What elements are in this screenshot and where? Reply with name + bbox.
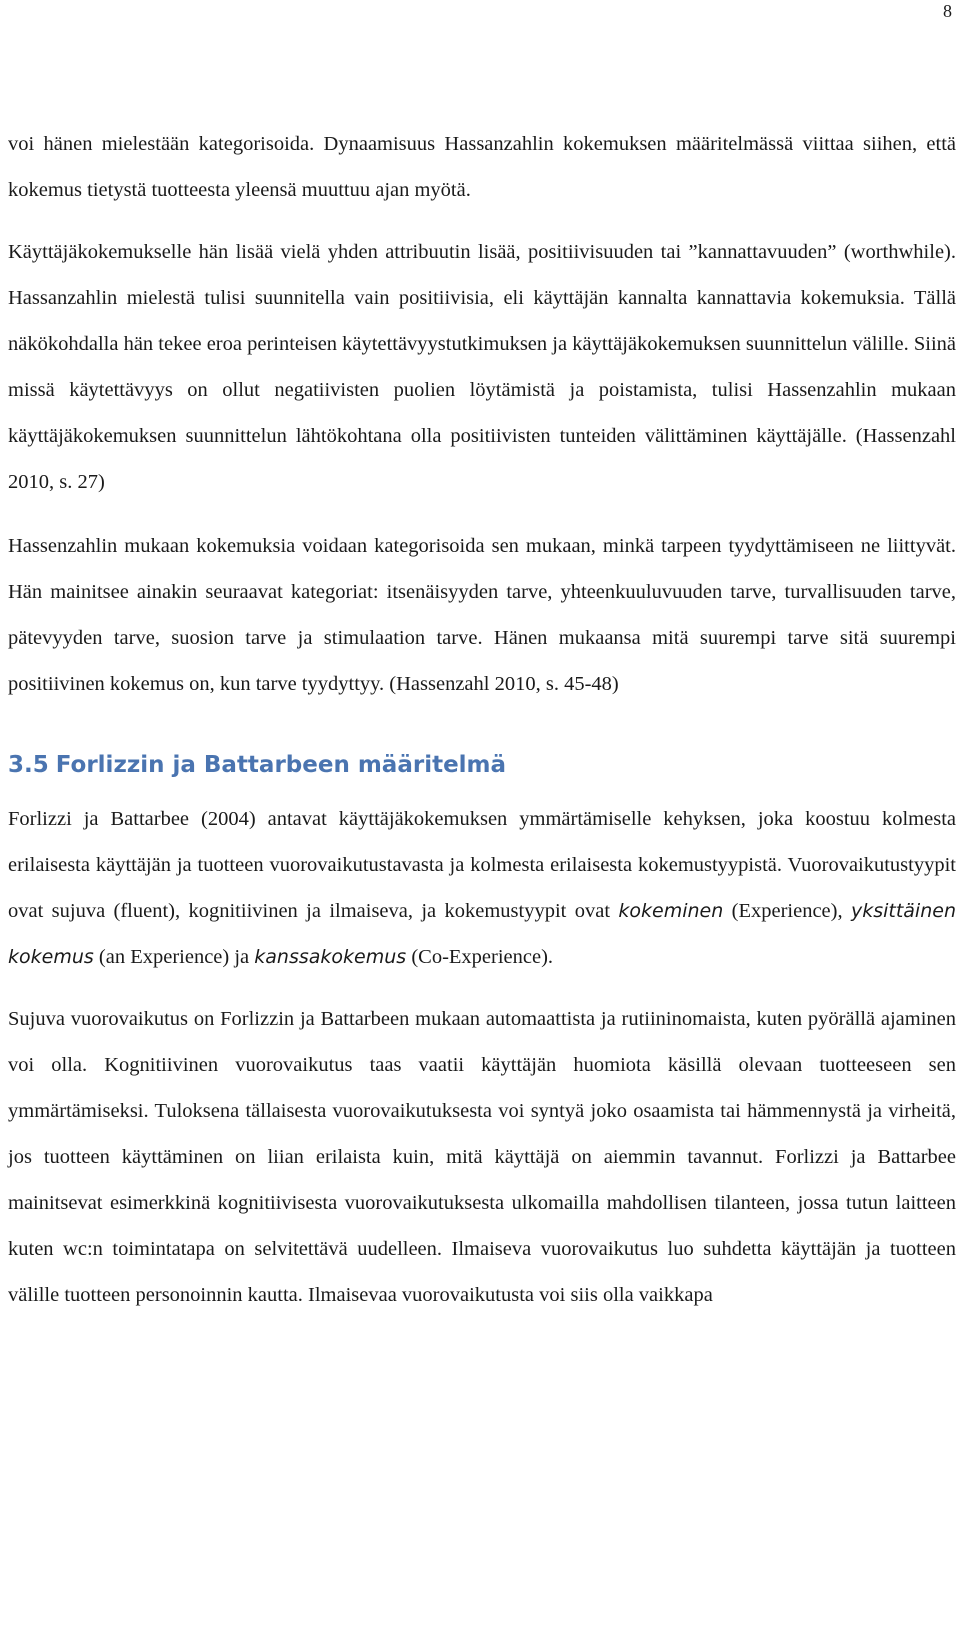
paragraph-framework [8, 796, 956, 980]
paragraph-dynamism: voi hänen mielestään kategorisoida. Dynaamisuus Hassanzahlin kokemuksen määritelmässä viittaa siihen, että kokemus tietystä tuotteesta yleensä muuttuu ajan myötä. [8, 133, 956, 201]
framework-text-2: (Experience), [723, 900, 851, 922]
paragraph-worthwhile: Käyttäjäkokemukselle hän lisää vielä yhden attribuutin lisää, positiivisuuden tai ”kannattavuuden” (worthwhile). Hassanzahlin mielestä tulisi suunnitella vain positiivisia, eli käyttäjän kannalta kannattavia kokemuksia. Tällä näkökohdalla hän tekee eroa perinteisen käytettävyystutkimuksen ja käyttäjäkokemuksen suunnittelun välille. Siinä missä käytettävyys on ollut negatiivisten puolien löytämistä ja poistamista, tulisi Hassenzahlin mukaan käyttäjäkokemuksen suunnittelun lähtökohtana olla positiivisten tunteiden välittäminen käyttäjälle. (Hassenzahl 2010, s. 27) [8, 241, 956, 493]
term-kokeminen: kokeminen [618, 900, 724, 922]
term-kanssakokemus: kanssakokemus [254, 946, 407, 968]
page-number: 8 [943, 1, 952, 21]
framework-text-1: Forlizzi ja Battarbee (2004) antavat käyttäjäkokemuksen ymmärtämiselle kehyksen, joka koostuu kolmesta erilaisesta käyttäjän ja tuotteen vuorovaikutustavasta ja kolmesta erilaisesta kokemustyypistä. Vuorovaikutustyypit ovat sujuva (fluent), kognitiivinen ja ilmaiseva, ja kokemustyypit ovat [8, 808, 956, 922]
framework-text-4: (Co-Experience). [406, 946, 554, 968]
framework-text-3: (an Experience) ja [93, 946, 255, 968]
term-yksittainen-kokemus: yksittäinen kokemus [8, 900, 956, 968]
paragraph-interaction-types: Sujuva vuorovaikutus on Forlizzin ja Battarbeen mukaan automaattista ja rutiininomaista, kuten pyörällä ajaminen voi olla. Kognitiivinen vuorovaikutus taas vaatii käyttäjän huomiota käsillä olevaan tuotteeseen sen ymmärtämiseksi. Tuloksena tällaisesta vuorovaikutuksesta voi syntyä joko osaamista tai hämmennystä ja virheitä, jos tuotteen käyttäminen on liian erilaista kuin, mitä käyttäjä on aiemmin tavannut. Forlizzi ja Battarbee mainitsevat esimerkkinä kognitiivisesta vuorovaikutuksesta ulkomailla mahdollisen tilanteen, jossa tutun laitteen kuten wc:n toimintatapa on selvitettävä uudelleen. Ilmaiseva vuorovaikutus luo suhdetta käyttäjän ja tuotteen välille tuotteen personoinnin kautta. Ilmaisevaa vuorovaikutusta voi siis olla vaikkapa [8, 1008, 956, 1306]
document-body [8, 121, 956, 1318]
paragraph-need-categories: Hassenzahlin mukaan kokemuksia voidaan kategorisoida sen mukaan, minkä tarpeen tyydyttämiseen ne liittyvät. Hän mainitsee ainakin seuraavat kategoriat: itsenäisyyden tarve, yhteenkuuluvuuden tarve, turvallisuuden tarve, pätevyyden tarve, suosion tarve ja stimulaation tarve. Hänen mukaansa mitä suurempi tarve sitä suurempi positiivinen kokemus on, kun tarve tyydyttyy. (Hassenzahl 2010, s. 45-48) [8, 535, 956, 695]
section-number: 3.5 [8, 752, 49, 778]
section-heading [8, 743, 956, 787]
section-title: Forlizzin ja Battarbeen määritelmä [55, 752, 507, 778]
